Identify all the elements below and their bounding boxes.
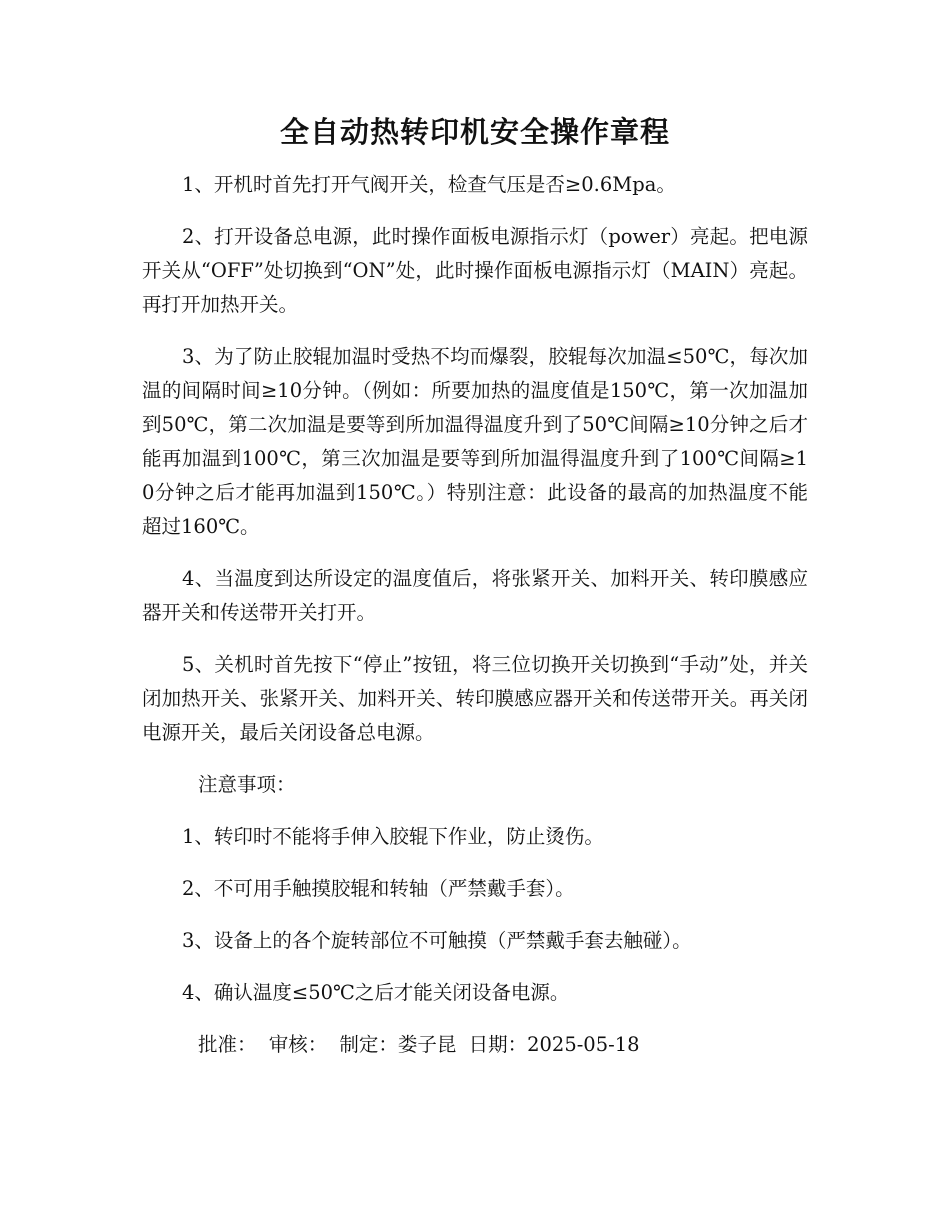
paragraph-2: 2、打开设备总电源，此时操作面板电源指示灯（power）亮起。把电源开关从“OFF”处切换到“ON”处，此时操作面板电源指示灯（MAIN）亮起。再打开加热开关。 (142, 225, 808, 316)
document-body (142, 168, 808, 1080)
notes-heading: 注意事项： (198, 773, 296, 796)
signature-line: 批准： 审核： 制定：娄子昆 日期：2025-05-18 (198, 1033, 640, 1056)
document-title: 全自动热转印机安全操作章程 (279, 115, 670, 149)
paragraph-4: 4、当温度到达所设定的温度值后，将张紧开关、加料开关、转印膜感应器开关和传送带开关打开。 (142, 567, 808, 624)
note-2: 2、不可用手触摸胶辊和转轴（严禁戴手套）。 (182, 877, 575, 900)
paragraph-1: 1、开机时首先打开气阀开关，检查气压是否≥0.6Mpa。 (182, 173, 676, 196)
note-3: 3、设备上的各个旋转部位不可触摸（严禁戴手套去触碰）。 (182, 929, 692, 952)
paragraph-5: 5、关机时首先按下“停止”按钮，将三位切换开关切换到“手动”处，并关闭加热开关、张紧开关、加料开关、转印膜感应器开关和传送带开关。再关闭电源开关，最后关闭设备总电源。 (142, 653, 808, 744)
note-1: 1、转印时不能将手伸入胶辊下作业，防止烫伤。 (182, 825, 604, 848)
note-4: 4、确认温度≤50℃之后才能关闭设备电源。 (182, 981, 570, 1004)
paragraph-3: 3、为了防止胶辊加温时受热不均而爆裂，胶辊每次加温≤50℃，每次加温的间隔时间≥10分钟。（例如：所要加热的温度值是150℃，第一次加温加到50℃，第二次加温是要等到所加温得温度升到了50℃间隔≥10分钟之后才能再加温到100℃，第三次加温是要等到所加温得温度升到了100℃间隔≥10分钟之后才能再加温到150℃。）特别注意：此设备的最高的加热温度不能超过160℃。 (142, 345, 808, 538)
